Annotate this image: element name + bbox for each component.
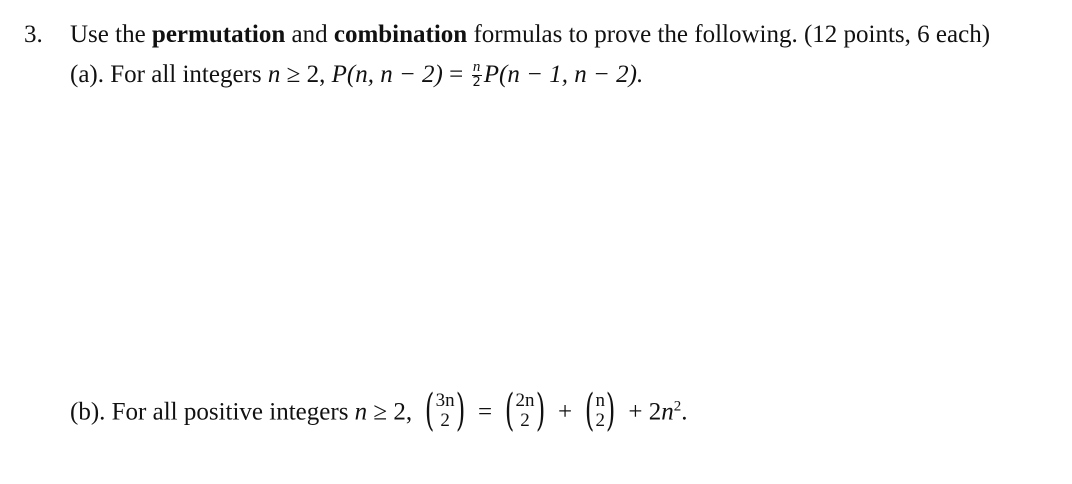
left-paren: ( [585,385,595,436]
part-a-label: (a). For all integers [70,61,268,89]
binomial-top: n [595,390,605,412]
left-paren: ( [505,385,515,436]
binomial-n-choose-2 [581,385,619,436]
part-b-exponent: 2 [673,398,682,415]
part-a-var-n: n [267,61,281,89]
stem-bold-permutation: permutation [151,21,286,48]
part-a-fraction-denominator: 2 [472,75,481,90]
stem-text-2: and [285,21,334,48]
part-b-var-n-last: n [661,398,674,426]
question-stem [70,22,990,47]
part-b-condition: ≥ 2, [367,398,419,426]
binomial-top: 2n [515,390,535,412]
stem-bold-combination: combination [333,21,468,48]
binomial-bottom: 2 [440,410,450,431]
part-b-plus-1: + [551,398,579,426]
binomial-2n-choose-2 [501,385,548,436]
binomial-top: 3n [435,390,455,412]
right-paren: ) [455,385,465,436]
part-a-fraction [472,60,482,89]
question-number: 3. [24,21,43,48]
binomial-bottom: 2 [595,410,605,431]
part-a-equals: = [442,61,470,89]
right-paren: ) [535,385,545,436]
part-b-period: . [681,398,688,426]
stem-text-1: Use the [70,21,152,48]
part-a [70,59,644,91]
left-paren: ( [425,385,435,436]
binomial-3n-choose-2 [421,385,468,436]
binomial-bottom: 2 [520,410,530,431]
part-a-fraction-numerator: n [472,59,481,75]
part-a-lhs: P(n, n − 2) [331,61,443,89]
part-b-label: (b). For all positive integers [70,398,355,426]
part-b-plus-2: + 2 [622,398,662,426]
part-a-condition: ≥ 2, [280,61,332,89]
stem-text-3: formulas to prove the following. (12 points, 6 each) [467,21,991,48]
part-a-rhs: P(n − 1, n − 2). [483,61,644,89]
part-b-var-n: n [354,398,368,426]
right-paren: ) [605,385,616,436]
part-b [70,385,688,436]
part-b-equals: = [471,398,499,426]
